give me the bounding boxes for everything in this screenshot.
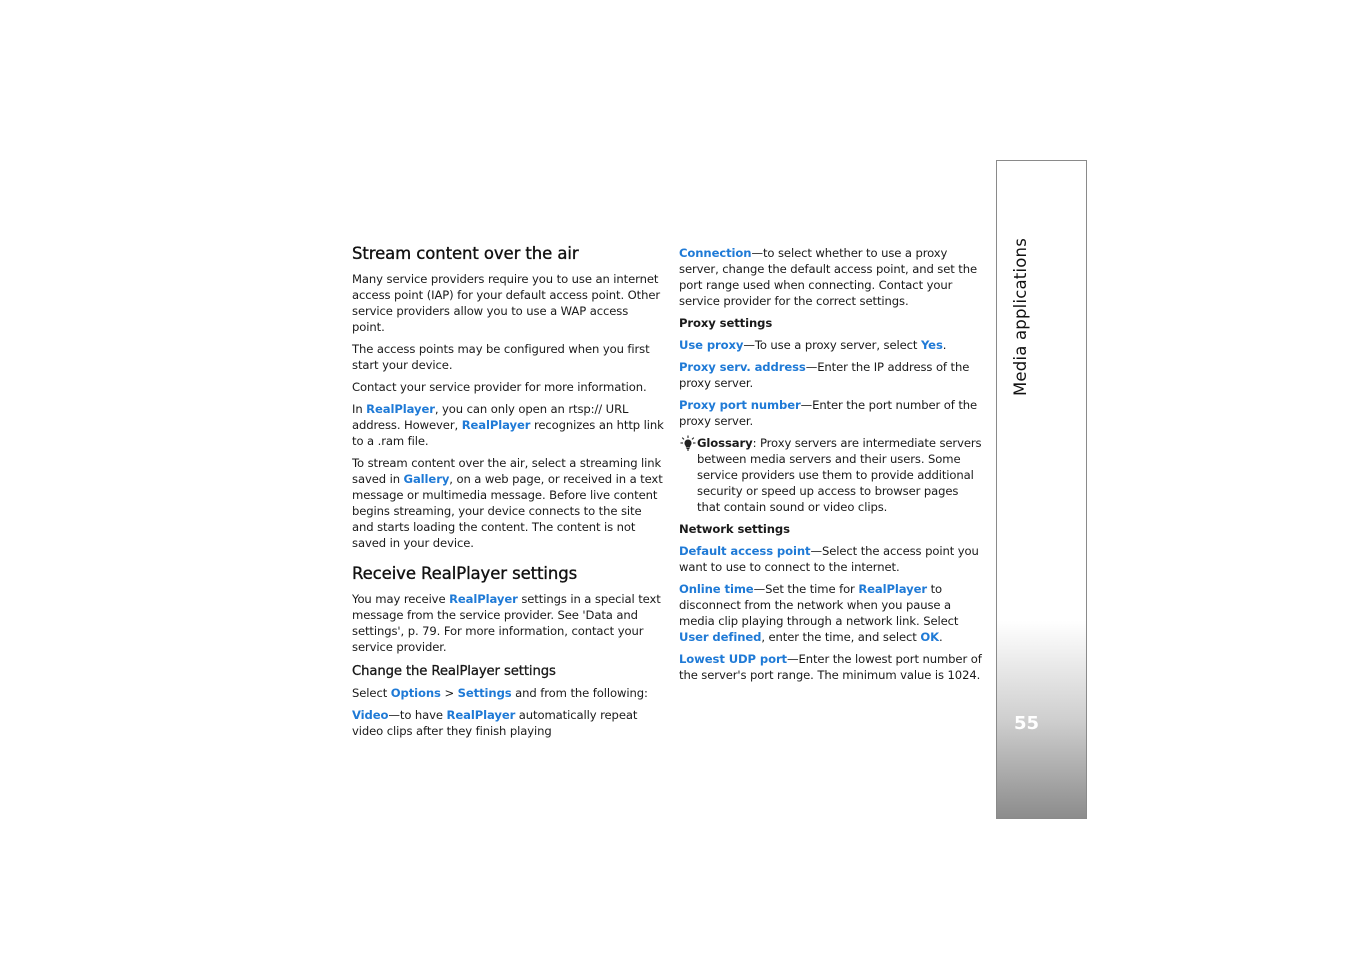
ok-term: OK <box>920 630 939 644</box>
paragraph-access-points: The access points may be configured when you first start your device. <box>352 342 650 372</box>
stream-content-heading: Stream content over the air <box>352 244 579 263</box>
realplayer-term: RealPlayer <box>858 582 927 596</box>
paragraph-use-proxy: Use proxy—To use a proxy server, select Yes. <box>679 338 947 352</box>
paragraph-connection: Connection—to select whether to use a proxy server, change the default access point, and set the port range used when connecting. Contact your service provider for the correct settings. <box>679 246 978 308</box>
paragraph-udp-port: Lowest UDP port—Enter the lowest port number of the server's port range. The minimum value is 1024. <box>679 652 982 682</box>
proxy-settings-heading: Proxy settings <box>679 316 773 330</box>
paragraph-proxy-address: Proxy serv. address—Enter the IP address of the proxy server. <box>679 360 970 390</box>
options-term: Options <box>390 686 441 700</box>
paragraph-streaming: To stream content over the air, select a streaming link saved in Gallery, on a web page, or received in a text message or multimedia message. Before live content begins streaming, your device connects to the site and starts loading the content. The content is not saved in your device. <box>352 456 663 550</box>
paragraph-online-time: Online time—Set the time for RealPlayer to disconnect from the network when you pause a media clip playing through a network link. Select User defined, enter the time, and select OK. <box>679 582 959 644</box>
proxy-port-term: Proxy port number <box>679 398 801 412</box>
left-column <box>352 244 664 745</box>
paragraph-receive: You may receive RealPlayer settings in a special text message from the service provider. See 'Data and settings', p. 79. For more information, contact your service provider. <box>352 592 661 654</box>
realplayer-term: RealPlayer <box>366 402 435 416</box>
receive-settings-heading: Receive RealPlayer settings <box>352 564 578 583</box>
glossary-term: Glossary <box>697 436 753 450</box>
network-settings-heading: Network settings <box>679 522 790 536</box>
paragraph-select-options: Select Options > Settings and from the following: <box>352 686 648 700</box>
gallery-term: Gallery <box>403 472 450 486</box>
realplayer-term: RealPlayer <box>461 418 531 432</box>
online-time-term: Online time <box>679 582 754 596</box>
glossary-tip: Glossary: Proxy servers are intermediate servers between media servers and their users. Some service providers use them to provide additional security or speed up access to browser pages that contain sound or video clips. <box>679 435 985 515</box>
page-number: 55 <box>1014 713 1040 734</box>
paragraph-iap: Many service providers require you to use an internet access point (IAP) for your default access point. Other service providers allow you to use a WAP access point. <box>352 272 661 334</box>
right-column <box>679 245 985 689</box>
side-tab <box>996 160 1087 819</box>
paragraph-rtsp: In RealPlayer, you can only open an rtsp:// URL address. However, RealPlayer recognizes an http link to a .ram file. <box>352 402 664 448</box>
lowest-udp-port-term: Lowest UDP port <box>679 652 788 666</box>
paragraph-contact: Contact your service provider for more information. <box>352 380 647 394</box>
paragraph-video: Video—to have RealPlayer automatically repeat video clips after they finish playing <box>352 708 638 738</box>
proxy-address-term: Proxy serv. address <box>679 360 806 374</box>
paragraph-proxy-port: Proxy port number—Enter the port number of the proxy server. <box>679 398 978 428</box>
user-defined-term: User defined <box>679 630 762 644</box>
yes-term: Yes <box>920 338 943 352</box>
realplayer-term: RealPlayer <box>446 708 516 722</box>
connection-term: Connection <box>679 246 752 260</box>
change-settings-subheading: Change the RealPlayer settings <box>352 664 556 679</box>
video-term: Video <box>352 708 389 722</box>
default-access-point-term: Default access point <box>679 544 811 558</box>
lightbulb-icon <box>680 435 696 451</box>
section-label: Media applications <box>1011 237 1030 396</box>
paragraph-default-ap: Default access point—Select the access point you want to use to connect to the internet. <box>679 544 979 574</box>
use-proxy-term: Use proxy <box>679 338 744 352</box>
realplayer-term: RealPlayer <box>449 592 518 606</box>
settings-term: Settings <box>457 686 512 700</box>
